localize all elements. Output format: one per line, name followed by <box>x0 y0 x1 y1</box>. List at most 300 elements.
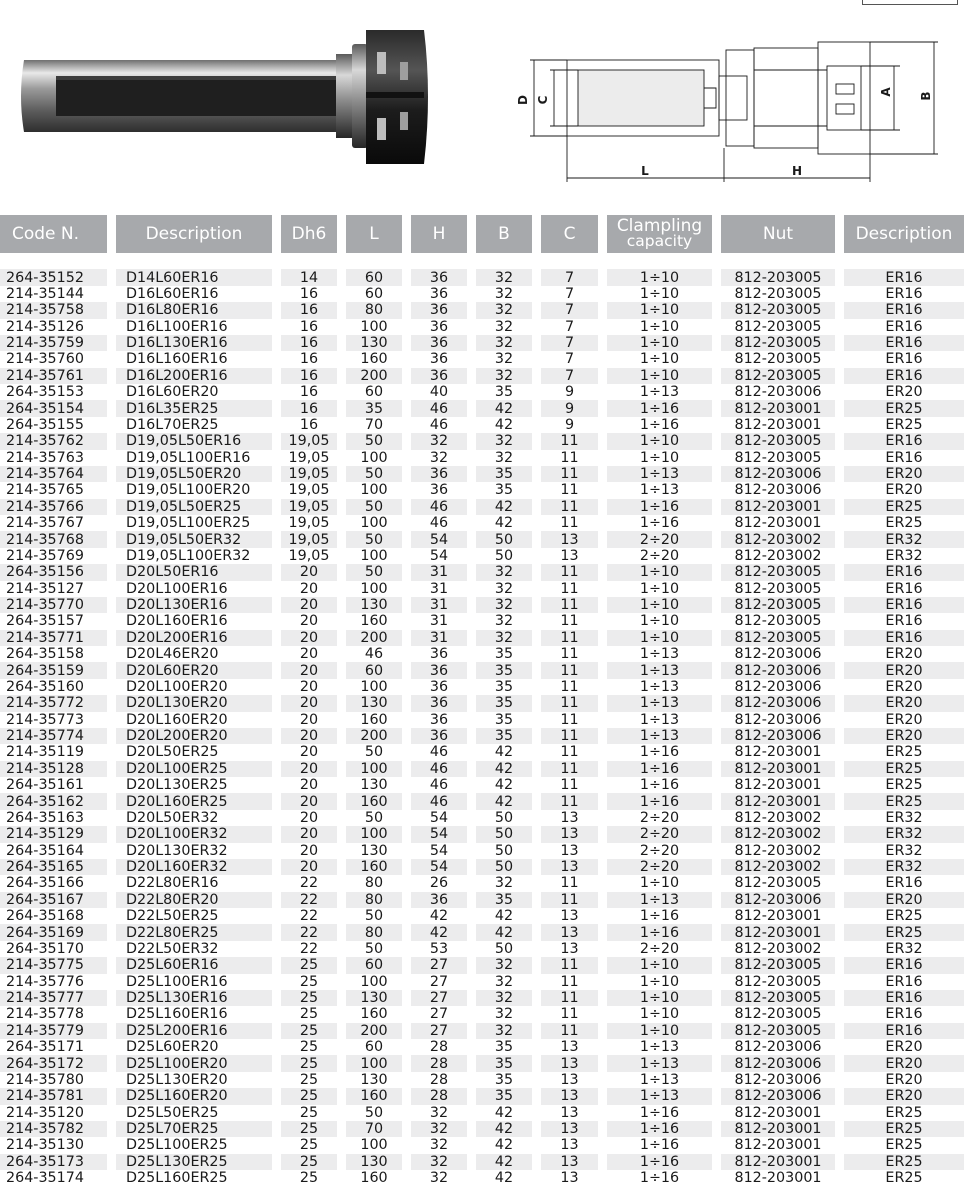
table-row <box>0 581 964 597</box>
cell-description: D20L100ER20 <box>116 679 281 695</box>
cell-c: 11 <box>541 662 607 678</box>
cell-nut: 812-203006 <box>721 679 844 695</box>
label-a: A <box>879 87 893 97</box>
cell-clamping-capacity: 1÷10 <box>607 351 721 367</box>
cell-b: 42 <box>476 1121 541 1137</box>
cell-nut: 812-203006 <box>721 1072 844 1088</box>
cell-b: 32 <box>476 957 541 973</box>
cell-description-2: ER25 <box>844 924 964 940</box>
table-row <box>0 630 964 646</box>
cell-clamping-capacity: 1÷13 <box>607 482 721 498</box>
cell-code: 264-35166 <box>0 875 116 891</box>
cell-description: D20L100ER16 <box>116 581 281 597</box>
cell-dh6: 16 <box>281 417 346 433</box>
cell-code: 264-35164 <box>0 843 116 859</box>
cell-description-2: ER32 <box>844 810 964 826</box>
cell-c: 13 <box>541 1170 607 1186</box>
cell-h: 42 <box>411 924 476 940</box>
cell-dh6: 19,05 <box>281 531 346 547</box>
table-row <box>0 662 964 678</box>
cell-description-2: ER20 <box>844 892 964 908</box>
cell-clamping-capacity: 1÷16 <box>607 417 721 433</box>
cell-code: 214-35129 <box>0 826 116 842</box>
table-row <box>0 548 964 564</box>
header-h: H <box>411 215 476 253</box>
cell-description-2: ER25 <box>844 793 964 809</box>
cell-h: 36 <box>411 335 476 351</box>
cell-description: D20L46ER20 <box>116 646 281 662</box>
cell-b: 32 <box>476 974 541 990</box>
cell-dh6: 25 <box>281 1154 346 1170</box>
cell-dh6: 25 <box>281 1105 346 1121</box>
cell-l: 100 <box>346 1137 411 1153</box>
cell-l: 50 <box>346 499 411 515</box>
cell-clamping-capacity: 1÷13 <box>607 466 721 482</box>
cell-l: 50 <box>346 744 411 760</box>
cell-h: 42 <box>411 908 476 924</box>
cell-description-2: ER25 <box>844 400 964 416</box>
cell-code: 264-35167 <box>0 892 116 908</box>
cell-clamping-capacity: 1÷13 <box>607 892 721 908</box>
cell-b: 50 <box>476 826 541 842</box>
cell-description-2: ER20 <box>844 712 964 728</box>
cell-description-2: ER16 <box>844 1006 964 1022</box>
cell-clamping-capacity: 1÷10 <box>607 1006 721 1022</box>
cell-description-2: ER20 <box>844 695 964 711</box>
cell-c: 11 <box>541 433 607 449</box>
cell-description: D20L160ER20 <box>116 712 281 728</box>
cell-c: 13 <box>541 1088 607 1104</box>
cell-dh6: 20 <box>281 744 346 760</box>
cell-b: 42 <box>476 515 541 531</box>
cell-description-2: ER25 <box>844 908 964 924</box>
table-row <box>0 924 964 940</box>
cell-dh6: 16 <box>281 400 346 416</box>
cell-nut: 812-203006 <box>721 646 844 662</box>
table-row <box>0 351 964 367</box>
cell-b: 35 <box>476 728 541 744</box>
cell-b: 42 <box>476 400 541 416</box>
cell-description-2: ER16 <box>844 1023 964 1039</box>
cell-l: 60 <box>346 384 411 400</box>
cell-l: 160 <box>346 712 411 728</box>
cell-c: 11 <box>541 777 607 793</box>
cell-description-2: ER16 <box>844 433 964 449</box>
cell-code: 264-35163 <box>0 810 116 826</box>
cell-description-2: ER20 <box>844 1072 964 1088</box>
cell-description-2: ER25 <box>844 1121 964 1137</box>
cell-description: D19,05L100ER32 <box>116 548 281 564</box>
cell-code: 264-35170 <box>0 941 116 957</box>
cell-clamping-capacity: 1÷10 <box>607 957 721 973</box>
table-row <box>0 810 964 826</box>
cell-description: D25L100ER20 <box>116 1055 281 1071</box>
cell-dh6: 16 <box>281 384 346 400</box>
cell-l: 160 <box>346 1170 411 1186</box>
table-row <box>0 793 964 809</box>
cell-code: 214-35770 <box>0 597 116 613</box>
cell-c: 11 <box>541 875 607 891</box>
cell-b: 32 <box>476 597 541 613</box>
cell-dh6: 19,05 <box>281 499 346 515</box>
cell-b: 32 <box>476 433 541 449</box>
cell-nut: 812-203006 <box>721 1055 844 1071</box>
cell-description: D20L130ER32 <box>116 843 281 859</box>
cell-nut: 812-203002 <box>721 843 844 859</box>
cell-code: 264-35172 <box>0 1055 116 1071</box>
cell-l: 100 <box>346 450 411 466</box>
cell-l: 130 <box>346 843 411 859</box>
table-row <box>0 613 964 629</box>
header-clamping-line1: Clampling <box>616 216 703 236</box>
cell-nut: 812-203005 <box>721 368 844 384</box>
cell-description-2: ER20 <box>844 662 964 678</box>
cell-dh6: 22 <box>281 924 346 940</box>
cell-clamping-capacity: 1÷16 <box>607 744 721 760</box>
cell-c: 11 <box>541 744 607 760</box>
cell-b: 35 <box>476 679 541 695</box>
cell-description-2: ER16 <box>844 564 964 580</box>
cell-dh6: 20 <box>281 728 346 744</box>
cell-c: 11 <box>541 1006 607 1022</box>
cell-nut: 812-203005 <box>721 335 844 351</box>
cell-h: 31 <box>411 630 476 646</box>
cell-nut: 812-203005 <box>721 613 844 629</box>
table-row <box>0 1121 964 1137</box>
cell-dh6: 25 <box>281 974 346 990</box>
cell-b: 32 <box>476 630 541 646</box>
table-row <box>0 482 964 498</box>
cell-clamping-capacity: 1÷13 <box>607 662 721 678</box>
cell-clamping-capacity: 2÷20 <box>607 941 721 957</box>
cell-description: D16L100ER16 <box>116 319 281 335</box>
cell-code: 264-35162 <box>0 793 116 809</box>
cell-description-2: ER25 <box>844 777 964 793</box>
cell-nut: 812-203005 <box>721 351 844 367</box>
header-description: Description <box>116 215 281 253</box>
cell-b: 35 <box>476 695 541 711</box>
cell-c: 13 <box>541 1055 607 1071</box>
cell-c: 13 <box>541 1105 607 1121</box>
cell-b: 42 <box>476 1105 541 1121</box>
cell-h: 26 <box>411 875 476 891</box>
cell-nut: 812-203001 <box>721 793 844 809</box>
cell-nut: 812-203005 <box>721 1023 844 1039</box>
cell-code: 214-35762 <box>0 433 116 449</box>
cell-h: 40 <box>411 384 476 400</box>
cell-l: 50 <box>346 466 411 482</box>
cell-nut: 812-203002 <box>721 941 844 957</box>
cell-nut: 812-203001 <box>721 744 844 760</box>
cell-code: 214-35763 <box>0 450 116 466</box>
cell-clamping-capacity: 1÷10 <box>607 433 721 449</box>
cell-description-2: ER25 <box>844 761 964 777</box>
cell-description: D16L160ER16 <box>116 351 281 367</box>
cell-description-2: ER16 <box>844 875 964 891</box>
table-row <box>0 286 964 302</box>
table-row <box>0 564 964 580</box>
cell-dh6: 16 <box>281 319 346 335</box>
cell-dh6: 20 <box>281 712 346 728</box>
cell-description-2: ER32 <box>844 531 964 547</box>
cell-clamping-capacity: 1÷13 <box>607 1088 721 1104</box>
cell-l: 130 <box>346 990 411 1006</box>
cell-l: 100 <box>346 319 411 335</box>
cell-dh6: 19,05 <box>281 482 346 498</box>
table-row <box>0 1039 964 1055</box>
cell-description: D25L60ER16 <box>116 957 281 973</box>
cell-c: 7 <box>541 335 607 351</box>
cell-nut: 812-203001 <box>721 777 844 793</box>
cell-h: 46 <box>411 417 476 433</box>
cell-c: 13 <box>541 843 607 859</box>
cell-dh6: 20 <box>281 564 346 580</box>
cell-h: 54 <box>411 548 476 564</box>
table-row <box>0 957 964 973</box>
cell-nut: 812-203005 <box>721 286 844 302</box>
cell-b: 42 <box>476 1154 541 1170</box>
cell-h: 36 <box>411 269 476 285</box>
table-row <box>0 531 964 547</box>
label-b: B <box>919 91 933 101</box>
header-l: L <box>346 215 411 253</box>
cell-nut: 812-203005 <box>721 433 844 449</box>
cell-description: D25L100ER25 <box>116 1137 281 1153</box>
cell-c: 11 <box>541 990 607 1006</box>
cell-dh6: 19,05 <box>281 466 346 482</box>
cell-code: 214-35768 <box>0 531 116 547</box>
cell-h: 46 <box>411 793 476 809</box>
cell-dh6: 20 <box>281 826 346 842</box>
cell-c: 11 <box>541 613 607 629</box>
cell-dh6: 16 <box>281 286 346 302</box>
cell-l: 50 <box>346 941 411 957</box>
cell-l: 100 <box>346 1055 411 1071</box>
cell-description-2: ER16 <box>844 351 964 367</box>
cell-c: 11 <box>541 630 607 646</box>
cell-clamping-capacity: 1÷13 <box>607 728 721 744</box>
cell-code: 264-35171 <box>0 1039 116 1055</box>
cell-dh6: 25 <box>281 1121 346 1137</box>
cell-c: 11 <box>541 646 607 662</box>
cell-nut: 812-203005 <box>721 974 844 990</box>
cell-h: 36 <box>411 302 476 318</box>
cell-b: 42 <box>476 761 541 777</box>
cell-l: 160 <box>346 859 411 875</box>
table-row <box>0 335 964 351</box>
cell-description: D20L200ER16 <box>116 630 281 646</box>
cell-clamping-capacity: 2÷20 <box>607 826 721 842</box>
cell-clamping-capacity: 1÷16 <box>607 515 721 531</box>
cell-l: 130 <box>346 1072 411 1088</box>
cell-description-2: ER20 <box>844 679 964 695</box>
cell-description: D14L60ER16 <box>116 269 281 285</box>
cell-h: 54 <box>411 843 476 859</box>
header-b: B <box>476 215 541 253</box>
table-row <box>0 597 964 613</box>
cell-c: 11 <box>541 761 607 777</box>
table-row <box>0 843 964 859</box>
label-h: H <box>791 164 803 178</box>
cell-description: D20L160ER16 <box>116 613 281 629</box>
cell-clamping-capacity: 1÷10 <box>607 450 721 466</box>
cell-b: 50 <box>476 531 541 547</box>
cell-b: 42 <box>476 924 541 940</box>
cell-code: 264-35165 <box>0 859 116 875</box>
cell-b: 42 <box>476 908 541 924</box>
cell-description-2: ER20 <box>844 646 964 662</box>
cell-h: 36 <box>411 662 476 678</box>
cell-clamping-capacity: 1÷16 <box>607 777 721 793</box>
cell-c: 11 <box>541 1023 607 1039</box>
cell-code: 264-35155 <box>0 417 116 433</box>
cell-b: 32 <box>476 450 541 466</box>
cell-c: 11 <box>541 728 607 744</box>
table-row <box>0 1023 964 1039</box>
cell-code: 264-35174 <box>0 1170 116 1186</box>
table-row <box>0 499 964 515</box>
cell-description-2: ER32 <box>844 826 964 842</box>
cell-code: 264-35160 <box>0 679 116 695</box>
cell-h: 46 <box>411 400 476 416</box>
cell-dh6: 16 <box>281 368 346 384</box>
cell-h: 36 <box>411 679 476 695</box>
cell-description: D20L130ER16 <box>116 597 281 613</box>
cell-code: 214-35782 <box>0 1121 116 1137</box>
cell-b: 35 <box>476 466 541 482</box>
cell-l: 100 <box>346 515 411 531</box>
cell-description: D22L80ER25 <box>116 924 281 940</box>
cell-l: 100 <box>346 974 411 990</box>
cell-description-2: ER16 <box>844 319 964 335</box>
technical-drawing <box>510 30 956 192</box>
cell-dh6: 20 <box>281 761 346 777</box>
cell-clamping-capacity: 1÷16 <box>607 924 721 940</box>
cell-h: 36 <box>411 695 476 711</box>
cell-l: 80 <box>346 892 411 908</box>
cell-code: 214-35772 <box>0 695 116 711</box>
cell-b: 32 <box>476 351 541 367</box>
cell-description-2: ER25 <box>844 499 964 515</box>
cell-nut: 812-203006 <box>721 384 844 400</box>
table-row <box>0 1105 964 1121</box>
cell-clamping-capacity: 1÷16 <box>607 793 721 809</box>
cell-clamping-capacity: 1÷16 <box>607 1105 721 1121</box>
cell-dh6: 25 <box>281 1088 346 1104</box>
cell-l: 160 <box>346 793 411 809</box>
cell-b: 32 <box>476 1006 541 1022</box>
cell-l: 50 <box>346 564 411 580</box>
cell-nut: 812-203006 <box>721 1039 844 1055</box>
cell-description-2: ER16 <box>844 613 964 629</box>
cell-c: 9 <box>541 417 607 433</box>
cell-clamping-capacity: 1÷16 <box>607 761 721 777</box>
cell-code: 214-35771 <box>0 630 116 646</box>
cell-c: 13 <box>541 1039 607 1055</box>
table-row <box>0 777 964 793</box>
cell-code: 264-35158 <box>0 646 116 662</box>
cell-description-2: ER32 <box>844 843 964 859</box>
cell-code: 214-35127 <box>0 581 116 597</box>
cell-l: 50 <box>346 1105 411 1121</box>
cell-nut: 812-203005 <box>721 450 844 466</box>
cell-l: 200 <box>346 1023 411 1039</box>
cell-clamping-capacity: 1÷13 <box>607 695 721 711</box>
cell-description-2: ER20 <box>844 1088 964 1104</box>
cell-h: 32 <box>411 433 476 449</box>
cell-code: 214-35777 <box>0 990 116 1006</box>
cell-code: 214-35778 <box>0 1006 116 1022</box>
cell-l: 80 <box>346 302 411 318</box>
cell-b: 42 <box>476 417 541 433</box>
cell-h: 32 <box>411 1137 476 1153</box>
label-c: C <box>536 95 550 105</box>
cell-description: D16L60ER16 <box>116 286 281 302</box>
cell-dh6: 25 <box>281 1055 346 1071</box>
header-row <box>0 215 964 253</box>
cell-description: D20L130ER25 <box>116 777 281 793</box>
cell-nut: 812-203002 <box>721 826 844 842</box>
cell-description-2: ER25 <box>844 515 964 531</box>
cell-description: D20L50ER16 <box>116 564 281 580</box>
cell-l: 60 <box>346 957 411 973</box>
cell-dh6: 22 <box>281 875 346 891</box>
cell-h: 32 <box>411 1105 476 1121</box>
cell-l: 100 <box>346 482 411 498</box>
cell-l: 200 <box>346 728 411 744</box>
cell-h: 54 <box>411 859 476 875</box>
cell-h: 27 <box>411 1006 476 1022</box>
cell-clamping-capacity: 1÷16 <box>607 1154 721 1170</box>
cell-clamping-capacity: 1÷10 <box>607 974 721 990</box>
table-row <box>0 1055 964 1071</box>
cell-description: D25L160ER25 <box>116 1170 281 1186</box>
cell-clamping-capacity: 1÷16 <box>607 400 721 416</box>
cell-description: D19,05L50ER20 <box>116 466 281 482</box>
cell-description: D16L35ER25 <box>116 400 281 416</box>
cell-nut: 812-203005 <box>721 581 844 597</box>
cell-l: 130 <box>346 335 411 351</box>
cell-c: 13 <box>541 924 607 940</box>
cell-nut: 812-203002 <box>721 859 844 875</box>
cell-description-2: ER16 <box>844 597 964 613</box>
collet-chuck-photo <box>14 22 444 172</box>
cell-h: 28 <box>411 1055 476 1071</box>
cell-description: D20L160ER25 <box>116 793 281 809</box>
cell-b: 32 <box>476 990 541 1006</box>
cell-dh6: 19,05 <box>281 548 346 564</box>
table-row <box>0 974 964 990</box>
cell-b: 32 <box>476 319 541 335</box>
cell-description: D25L130ER20 <box>116 1072 281 1088</box>
cell-nut: 812-203005 <box>721 302 844 318</box>
cell-description: D20L50ER32 <box>116 810 281 826</box>
cell-c: 7 <box>541 269 607 285</box>
cell-code: 264-35173 <box>0 1154 116 1170</box>
cell-nut: 812-203001 <box>721 499 844 515</box>
cell-nut: 812-203005 <box>721 875 844 891</box>
cell-description-2: ER16 <box>844 286 964 302</box>
cell-b: 42 <box>476 499 541 515</box>
table-row <box>0 1072 964 1088</box>
cell-h: 32 <box>411 450 476 466</box>
cell-l: 60 <box>346 269 411 285</box>
cell-description-2: ER16 <box>844 974 964 990</box>
cell-code: 264-35159 <box>0 662 116 678</box>
cell-code: 214-35761 <box>0 368 116 384</box>
cell-code: 214-35120 <box>0 1105 116 1121</box>
cell-nut: 812-203001 <box>721 924 844 940</box>
